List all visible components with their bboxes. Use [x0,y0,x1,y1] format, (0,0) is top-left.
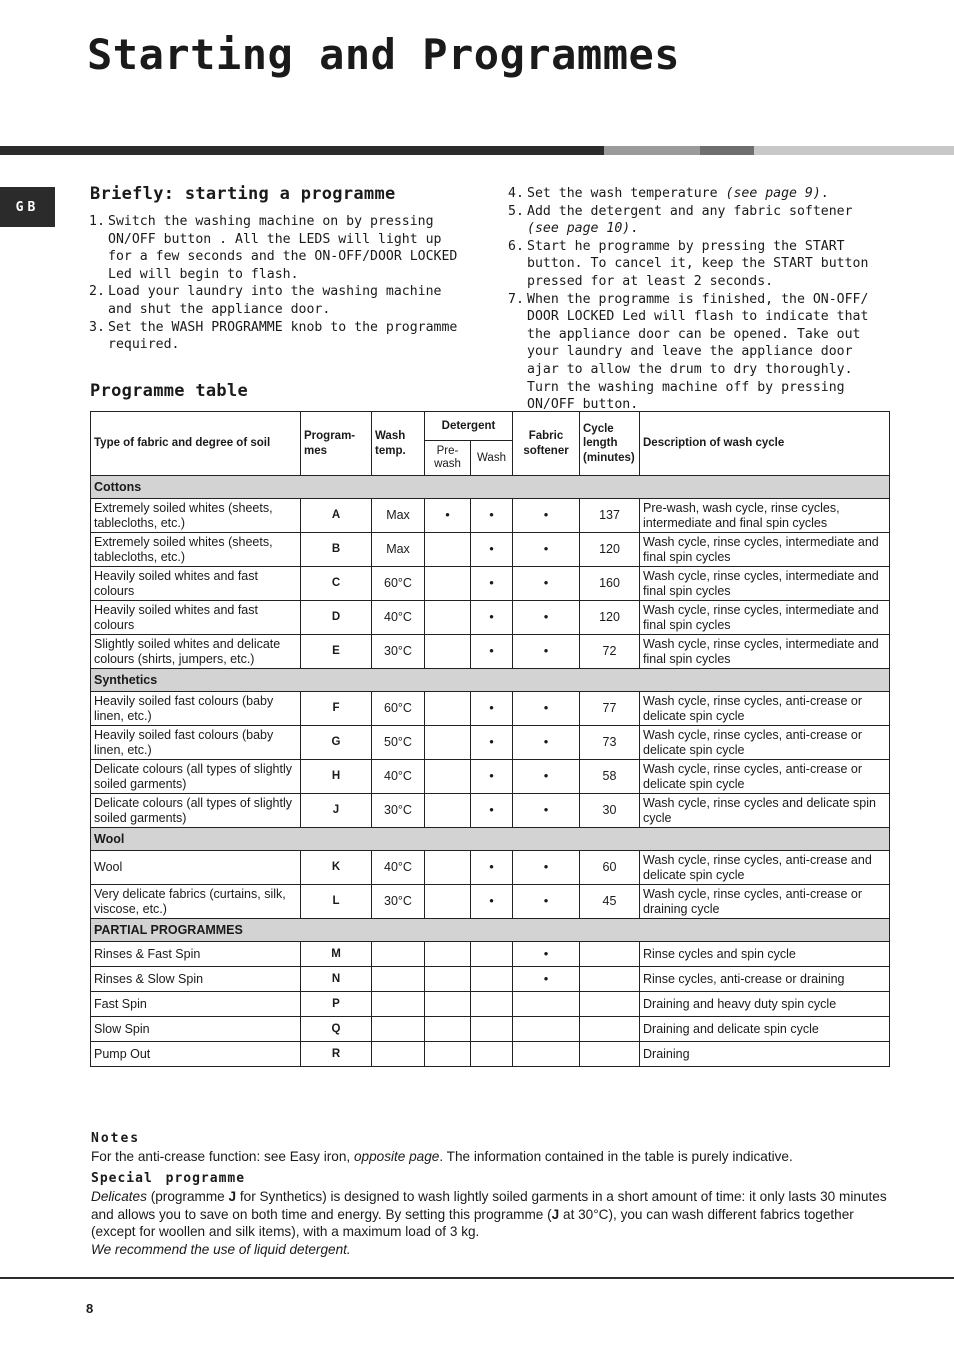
cell-desc: Wash cycle, rinse cycles, anti-crease and delicate spin cycle [640,851,890,885]
cell-code: H [301,760,372,794]
cell-temp [372,967,425,992]
table-row [91,794,890,828]
cell-prewash [425,533,471,567]
cell-code: J [301,794,372,828]
step-item: 1. Switch the washing machine on by pressing ON/OFF button . All the LEDS will light up for a few seconds and the ON-OFF/DOOR LOCKED Led will begin to flash. [89,214,458,282]
cell-desc: Wash cycle, rinse cycles, intermediate and final spin cycles [640,533,890,567]
cell-length: 77 [580,692,640,726]
cell-fabric: Heavily soiled fast colours (baby linen, etc.) [91,726,301,760]
table-row [91,499,890,533]
table-row [91,1017,890,1042]
cell-fabric: Slow Spin [91,1017,301,1042]
header-rule-grey [604,146,700,155]
table-row [91,851,890,885]
section-row-synthetics [91,669,890,692]
cell-prewash [425,567,471,601]
footer-rule [0,1277,954,1279]
cell-temp [372,1042,425,1067]
step-item: 4. Set the wash temperature (see page 9). [508,186,829,201]
cell-temp [372,1017,425,1042]
section-title: Cottons [91,476,890,499]
cell-desc: Draining and heavy duty spin cycle [640,992,890,1017]
section-row-wool [91,828,890,851]
cell-desc: Draining [640,1042,890,1067]
cell-fabric: Extremely soiled whites (sheets, tablecloths, etc.) [91,533,301,567]
header-wash: Wash [471,441,513,476]
cell-temp: Max [372,533,425,567]
header-wash-temp: Wash temp. [372,412,425,476]
header-rule-mid [700,146,754,155]
header-detergent: Detergent [425,412,513,441]
cell-softener: • [513,533,580,567]
table-row [91,726,890,760]
programme-table-heading: Programme table [90,381,249,401]
notes-text: For the anti-crease function: see Easy iron, opposite page. The information contained in the table is purely indicative. [91,1149,793,1164]
cell-wash: • [471,533,513,567]
header-fabric-softener: Fabric softener [513,412,580,476]
cell-fabric: Pump Out [91,1042,301,1067]
section-title: PARTIAL PROGRAMMES [91,919,890,942]
header-rule-light [754,146,954,155]
recommendation: We recommend the use of liquid detergent. [91,1241,351,1257]
cell-fabric: Delicate colours (all types of slightly soiled garments) [91,760,301,794]
cell-desc: Wash cycle, rinse cycles, anti-crease or delicate spin cycle [640,760,890,794]
header-rule-dark [0,146,604,155]
cell-prewash [425,1042,471,1067]
cell-softener: • [513,967,580,992]
cell-prewash [425,635,471,669]
cell-wash: • [471,794,513,828]
cell-temp: 30°C [372,794,425,828]
cell-code: K [301,851,372,885]
page-ref: (see page 10) [527,221,631,237]
cell-softener: • [513,885,580,919]
section-row-cottons [91,476,890,499]
step-item: 3. Set the WASH PROGRAMME knob to the programme required. [89,319,458,353]
cell-prewash [425,726,471,760]
cell-length: 30 [580,794,640,828]
cell-wash [471,1042,513,1067]
cell-softener: • [513,794,580,828]
cell-prewash [425,967,471,992]
cell-temp: 30°C [372,885,425,919]
table-row [91,635,890,669]
cell-wash: • [471,635,513,669]
page-number: 8 [86,1301,94,1316]
cell-softener: • [513,726,580,760]
cell-desc: Pre-wash, wash cycle, rinse cycles, intermediate and final spin cycles [640,499,890,533]
table-row [91,992,890,1017]
page-ref: (see page 9) [725,186,821,201]
cell-wash [471,942,513,967]
cell-softener [513,1017,580,1042]
steps-right-list [508,185,890,414]
cell-code: E [301,635,372,669]
cell-temp: 40°C [372,601,425,635]
cell-code: P [301,992,372,1017]
cell-prewash [425,851,471,885]
cell-wash: • [471,885,513,919]
cell-wash: • [471,851,513,885]
cell-code: Q [301,1017,372,1042]
table-row [91,942,890,967]
cell-code: G [301,726,372,760]
cell-code: L [301,885,372,919]
cell-length [580,942,640,967]
cell-length [580,967,640,992]
cell-desc: Rinse cycles and spin cycle [640,942,890,967]
step-item: 2. Load your laundry into the washing machine and shut the appliance door. [89,284,442,317]
table-row [91,885,890,919]
cell-softener [513,992,580,1017]
cell-temp: Max [372,499,425,533]
cell-code: N [301,967,372,992]
cell-length: 137 [580,499,640,533]
table-row [91,692,890,726]
cell-fabric: Fast Spin [91,992,301,1017]
cell-prewash [425,794,471,828]
cell-desc: Rinse cycles, anti-crease or draining [640,967,890,992]
section-title: Wool [91,828,890,851]
cell-softener: • [513,499,580,533]
cell-length: 160 [580,567,640,601]
briefly-heading: Briefly: starting a programme [90,184,396,204]
cell-wash: • [471,567,513,601]
cell-temp: 40°C [372,760,425,794]
programme-table [90,411,890,1067]
cell-softener: • [513,635,580,669]
cell-temp: 50°C [372,726,425,760]
table-row [91,760,890,794]
cell-code: D [301,601,372,635]
cell-length: 60 [580,851,640,885]
cell-wash: • [471,499,513,533]
section-title: Synthetics [91,669,890,692]
page-title: Starting and Programmes [87,30,681,79]
cell-wash: • [471,692,513,726]
cell-desc: Wash cycle, rinse cycles, intermediate and final spin cycles [640,601,890,635]
table-row [91,533,890,567]
cell-fabric: Slightly soiled whites and delicate colours (shirts, jumpers, etc.) [91,635,301,669]
cell-softener [513,1042,580,1067]
cell-desc: Wash cycle, rinse cycles, anti-crease or delicate spin cycle [640,692,890,726]
cell-length: 58 [580,760,640,794]
table-row [91,967,890,992]
table-row [91,567,890,601]
cell-code: C [301,567,372,601]
cell-prewash [425,760,471,794]
header-description: Description of wash cycle [640,412,890,476]
cell-desc: Wash cycle, rinse cycles, anti-crease or delicate spin cycle [640,726,890,760]
cell-wash [471,967,513,992]
cell-wash [471,1017,513,1042]
header-prewash: Pre-wash [425,441,471,476]
cell-wash [471,992,513,1017]
cell-code: R [301,1042,372,1067]
cell-desc: Wash cycle, rinse cycles and delicate spin cycle [640,794,890,828]
cell-softener: • [513,760,580,794]
cell-wash: • [471,726,513,760]
section-row-partial [91,919,890,942]
cell-code: A [301,499,372,533]
cell-length: 120 [580,533,640,567]
cell-softener: • [513,851,580,885]
steps-left-list [89,213,469,354]
cell-fabric: Heavily soiled whites and fast colours [91,601,301,635]
cell-prewash [425,992,471,1017]
cell-length [580,992,640,1017]
cell-fabric: Delicate colours (all types of slightly soiled garments) [91,794,301,828]
cell-code: B [301,533,372,567]
special-heading: Special programme [91,1171,246,1186]
cell-fabric: Heavily soiled fast colours (baby linen, etc.) [91,692,301,726]
cell-desc: Wash cycle, rinse cycles, intermediate and final spin cycles [640,635,890,669]
cell-length: 120 [580,601,640,635]
cell-softener: • [513,601,580,635]
cell-temp: 30°C [372,635,425,669]
cell-length [580,1042,640,1067]
cell-prewash [425,601,471,635]
cell-fabric: Rinses & Fast Spin [91,942,301,967]
cell-prewash: • [425,499,471,533]
cell-desc: Wash cycle, rinse cycles, anti-crease or draining cycle [640,885,890,919]
cell-prewash [425,1017,471,1042]
header-cycle-length: Cycle length (minutes) [580,412,640,476]
cell-fabric: Heavily soiled whites and fast colours [91,567,301,601]
language-tab: GB [0,187,55,227]
step-item: 5. Add the detergent and any fabric softener (see page 10). [508,203,853,237]
cell-prewash [425,692,471,726]
cell-fabric: Rinses & Slow Spin [91,967,301,992]
cell-fabric: Very delicate fabrics (curtains, silk, viscose, etc.) [91,885,301,919]
cell-softener: • [513,567,580,601]
cell-temp: 60°C [372,567,425,601]
cell-fabric: Wool [91,851,301,885]
step-item: 7. When the programme is finished, the ON-OFF/ DOOR LOCKED Led will flash to indicate that the appliance door can be opened. Take out your laundry and leave the appliance door ajar to allow the drum to dry thoroughly. Turn the washing machine off by pressing ON/OFF button. [508,291,869,413]
cell-length: 73 [580,726,640,760]
cell-desc: Wash cycle, rinse cycles, intermediate and final spin cycles [640,567,890,601]
cell-fabric: Extremely soiled whites (sheets, tablecloths, etc.) [91,499,301,533]
table-row [91,601,890,635]
step-item: 6. Start he programme by pressing the START button. To cancel it, keep the START button pressed for at least 2 seconds. [508,238,869,289]
notes-heading: Notes [91,1131,141,1146]
cell-temp: 40°C [372,851,425,885]
cell-temp: 60°C [372,692,425,726]
cell-softener: • [513,942,580,967]
header-fabric: Type of fabric and degree of soil [91,412,301,476]
cell-prewash [425,942,471,967]
table-row [91,1042,890,1067]
cell-length: 72 [580,635,640,669]
cell-desc: Draining and delicate spin cycle [640,1017,890,1042]
cell-prewash [425,885,471,919]
cell-temp [372,942,425,967]
cell-wash: • [471,760,513,794]
cell-length [580,1017,640,1042]
cell-temp [372,992,425,1017]
header-programmes: Program-mes [301,412,372,476]
cell-code: M [301,942,372,967]
cell-code: F [301,692,372,726]
cell-length: 45 [580,885,640,919]
cell-wash: • [471,601,513,635]
special-text: Delicates (programme J for Synthetics) is designed to wash lightly soiled garments in a short amount of time: it only lasts 30 minutes and allows you to save on both time and energy. By setting this programme (J at 30°C), you can wash different fabrics together (except for woollen and silk items), with a maximum load of 3 kg. We recommend the use of liquid detergent. [91,1189,887,1257]
cell-softener: • [513,692,580,726]
